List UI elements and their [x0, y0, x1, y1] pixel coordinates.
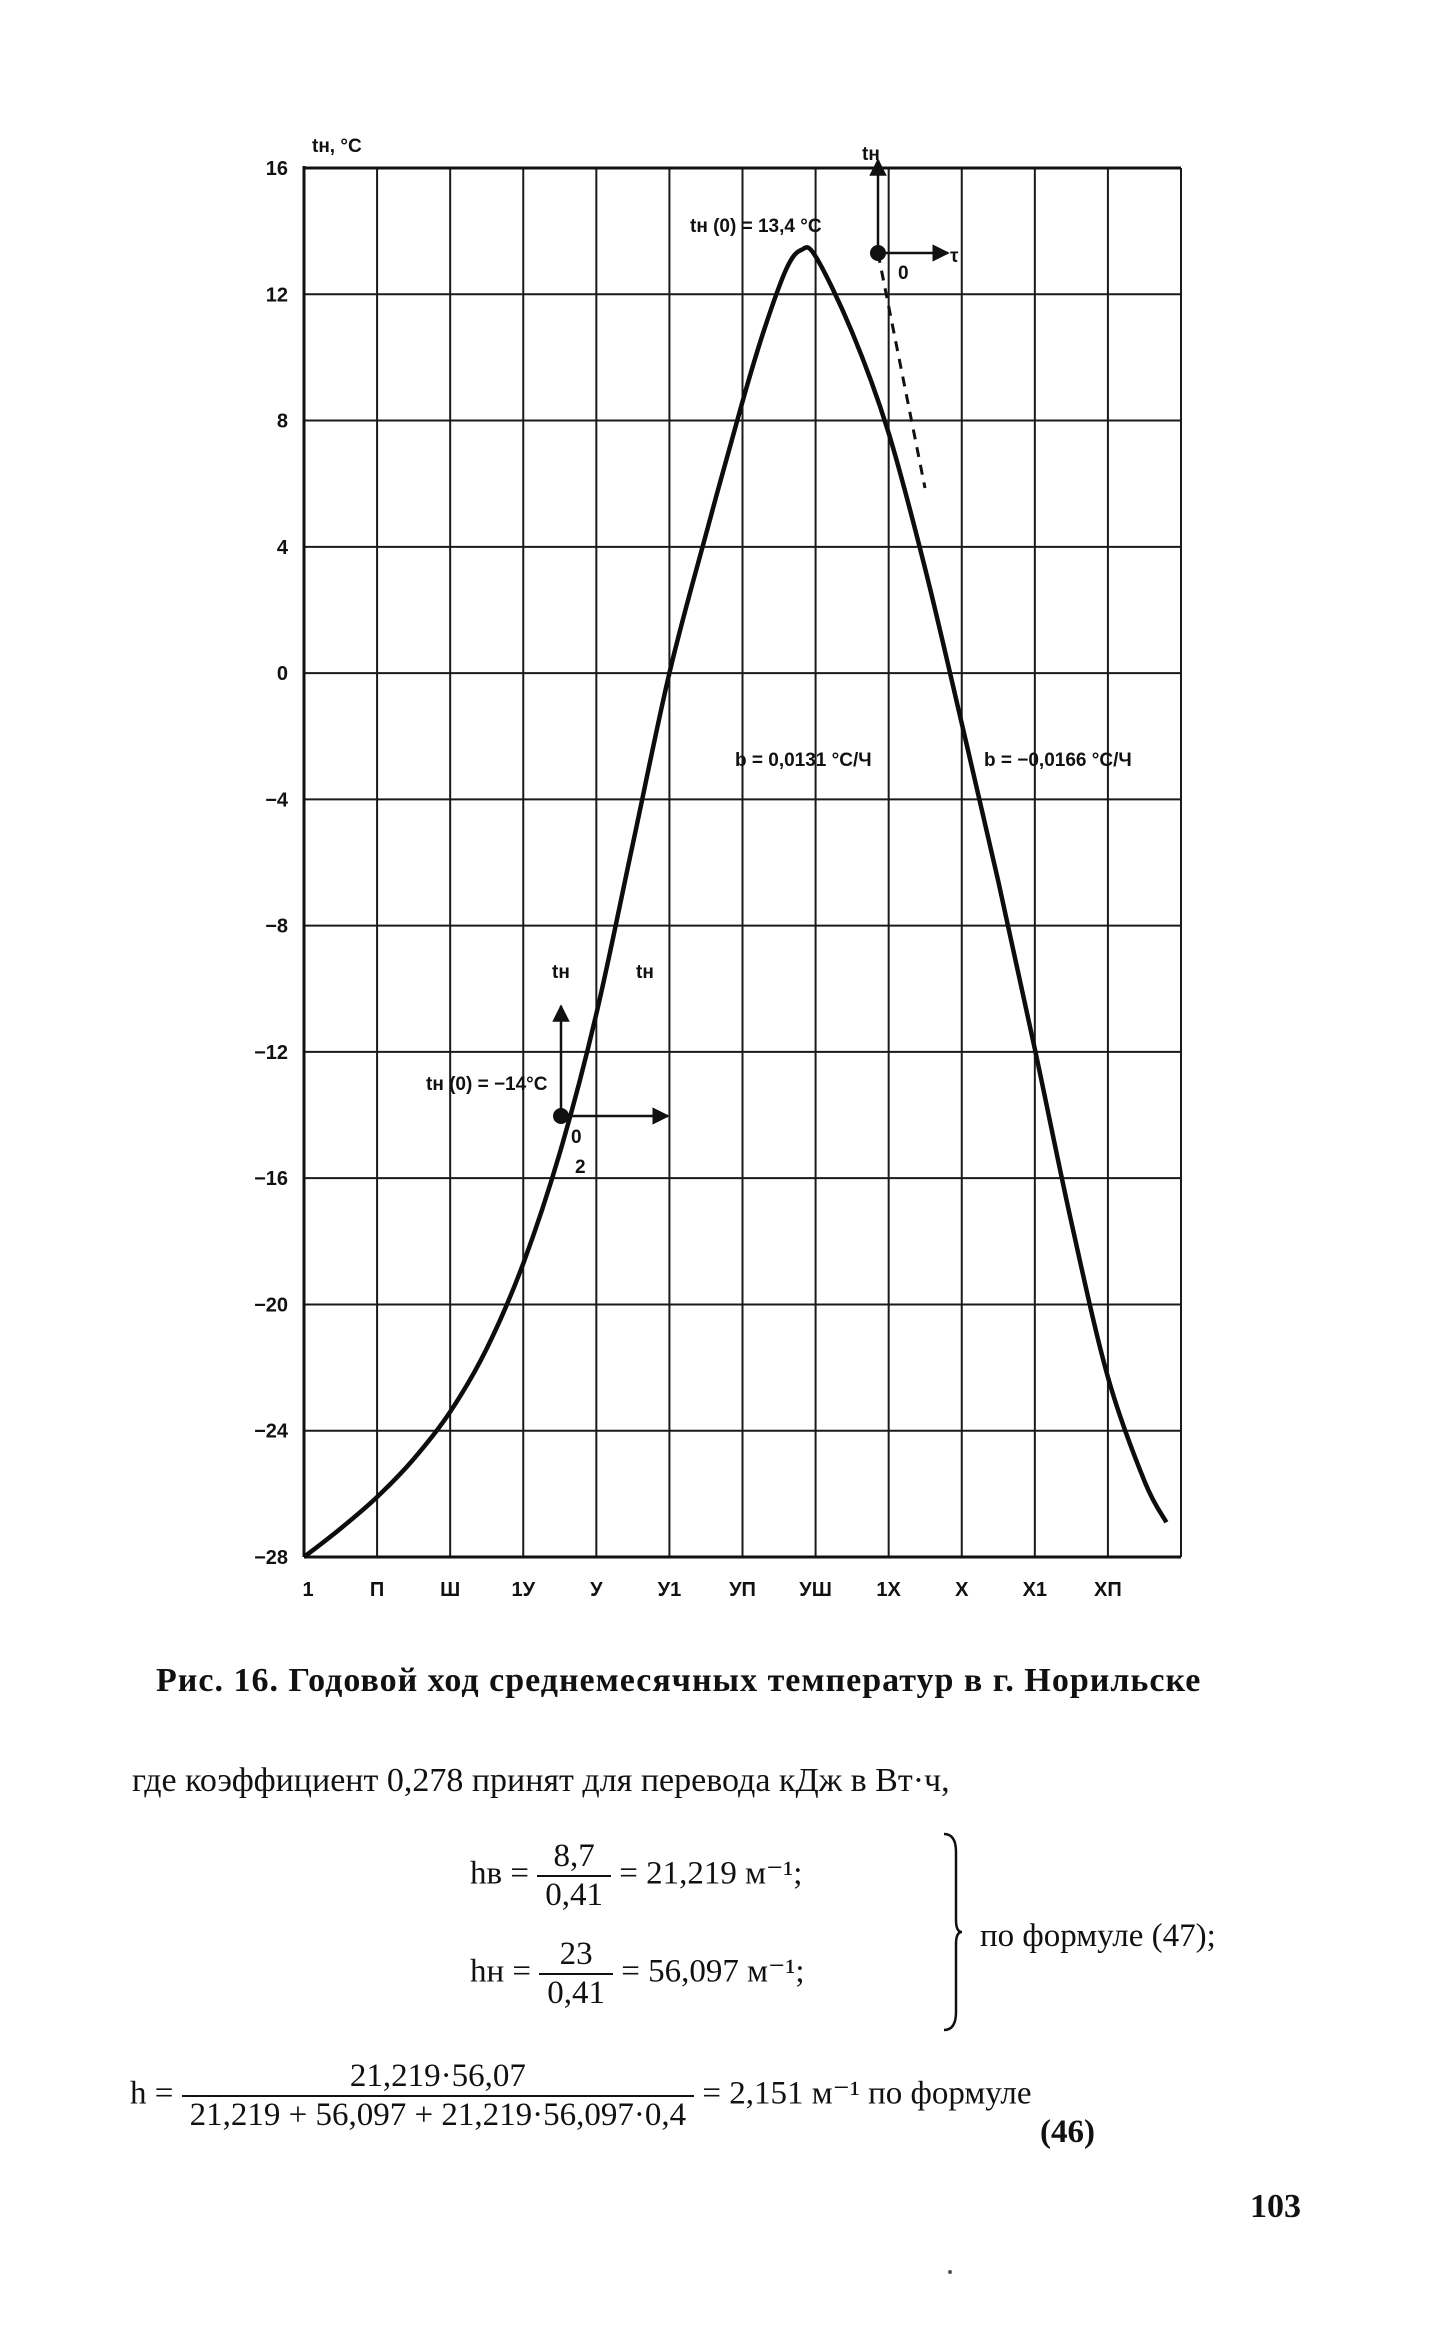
x-tick-label: 1У — [511, 1579, 536, 1601]
y-tick-label: −28 — [254, 1547, 288, 1569]
figure-caption: Рис. 16. Годовой ход среднемесячных температур в г. Норильске — [156, 1662, 1202, 1699]
upper-point-label: tн (0) = 13,4 °C — [690, 216, 822, 237]
y-tick-label: −4 — [265, 789, 288, 812]
upper-t-axis-label: tн — [862, 144, 880, 165]
y-tick-labels — [254, 158, 289, 1569]
x-tick-label: Х1 — [1022, 1579, 1048, 1601]
x-tick-label: ХП — [1094, 1579, 1122, 1601]
y-tick-label: −12 — [254, 1041, 288, 1064]
h-lhs: h = — [130, 2075, 174, 2112]
hv-rhs: = 21,219 м⁻¹; — [619, 1855, 803, 1892]
hn-numerator: 23 — [539, 1936, 613, 1975]
formula-47-ref: по формуле (47); — [980, 1918, 1216, 1954]
y-tick-label: 0 — [276, 663, 288, 686]
y-tick-label: −16 — [254, 1168, 288, 1191]
annotations — [312, 136, 1132, 1178]
hn-fraction — [539, 1936, 613, 2012]
series — [304, 247, 1166, 1557]
h-rhs: = 2,151 м⁻¹ по формуле — [702, 2075, 1032, 2112]
y-tick-label: 8 — [276, 410, 288, 433]
hn-denominator: 0,41 — [547, 1975, 606, 2011]
h-fraction — [182, 2058, 694, 2134]
lower-origin-label: 0 — [571, 1127, 582, 1148]
y-axis-label: tн, °C — [312, 136, 362, 157]
hn-rhs: = 56,097 м⁻¹; — [621, 1953, 805, 1990]
speck — [948, 2270, 952, 2274]
x-tick-label: 1 — [302, 1579, 314, 1601]
curly-brace — [942, 1832, 964, 2032]
slope-fall-label: b = −0,0166 °C/Ч — [984, 750, 1132, 771]
upper-origin-label: 0 — [898, 263, 909, 284]
x-tick-labels — [302, 1579, 1121, 1601]
x-tick-label: П — [369, 1579, 385, 1601]
upper-tau-axis-label: τ — [950, 246, 959, 267]
hv-fraction — [537, 1838, 611, 1914]
tangent-dashed-line — [878, 253, 925, 488]
x-tick-label: У1 — [657, 1579, 682, 1601]
formula-hv — [470, 1838, 802, 1914]
slope-rise-label: b = 0,0131 °C/Ч — [735, 750, 872, 771]
formula-46-ref: (46) — [1040, 2114, 1095, 2150]
formula-hn — [470, 1936, 805, 2012]
temperature-curve — [304, 247, 1166, 1557]
y-tick-label: 16 — [265, 158, 288, 180]
grid — [304, 168, 1181, 1557]
x-tick-label: УП — [729, 1579, 756, 1601]
x-tick-label: Х — [955, 1579, 969, 1601]
h-numerator: 21,219·56,07 — [182, 2058, 694, 2097]
hn-lhs: hн = — [470, 1953, 532, 1990]
hv-lhs: hв = — [470, 1855, 529, 1892]
y-tick-label: 4 — [276, 536, 288, 559]
hv-numerator: 8,7 — [537, 1838, 611, 1877]
body-text: где коэффициент 0,278 принят для перевода кДж в Вт·ч, — [132, 1762, 950, 1799]
y-tick-label: −20 — [254, 1294, 288, 1317]
page-number: 103 — [1250, 2188, 1301, 2225]
lower-t-axis-label-1: tн — [552, 962, 570, 983]
formula-h — [130, 2058, 1031, 2134]
x-tick-label: Ш — [440, 1579, 461, 1601]
x-tick-label: УШ — [799, 1579, 832, 1601]
y-tick-label: 12 — [265, 284, 288, 307]
hv-denominator: 0,41 — [545, 1877, 603, 1913]
lower-point-label: tн (0) = −14°C — [426, 1074, 548, 1095]
y-tick-label: −24 — [254, 1420, 288, 1443]
h-denominator: 21,219 + 56,097 + 21,219·56,097·0,4 — [189, 2097, 687, 2133]
y-tick-label: −8 — [265, 915, 288, 938]
lower-t-axis-label-2: tн — [636, 962, 654, 983]
lower-marker-label: 2 — [575, 1157, 586, 1178]
x-tick-label: У — [590, 1579, 603, 1601]
x-tick-label: 1Х — [876, 1579, 901, 1601]
